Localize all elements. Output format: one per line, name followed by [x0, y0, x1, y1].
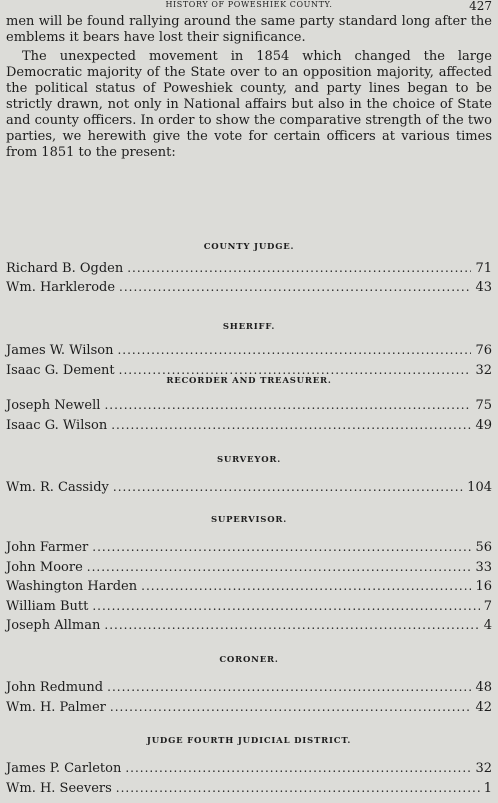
section-heading-supervisor: SUPERVISOR. [210, 515, 288, 525]
vote-row [6, 540, 492, 558]
candidate-name: William Butt [6, 599, 89, 614]
body-text [6, 14, 492, 161]
candidate-name: Wm. Harklerode [6, 280, 116, 295]
dot-leader [117, 343, 471, 357]
vote-count: 1 [483, 781, 492, 796]
paragraph-continued: men will be found rallying around the same party standard long after the emblems it bears have lost their significance. [6, 14, 492, 45]
vote-count: 32 [475, 761, 492, 776]
dot-leader [116, 781, 480, 795]
vote-count: 104 [467, 480, 492, 495]
candidate-name: John Farmer [6, 540, 89, 555]
dot-leader [125, 761, 471, 775]
dot-leader [113, 480, 463, 494]
section-heading-recorder: RECORDER AND TREASURER. [166, 376, 332, 386]
dot-leader [107, 680, 471, 694]
vote-count: 76 [475, 343, 492, 358]
running-head [0, 0, 498, 14]
vote-count: 16 [475, 579, 492, 594]
vote-row [6, 480, 492, 498]
dot-leader [104, 618, 479, 632]
section-heading-sheriff: SHERIFF. [222, 322, 276, 332]
section-heading-judicial-district: JUDGE FOURTH JUDICIAL DISTRICT. [146, 736, 352, 746]
page-number: 427 [469, 0, 492, 13]
running-head-title: HISTORY OF POWESHIEK COUNTY. [165, 0, 333, 9]
vote-count: 48 [475, 680, 492, 695]
candidate-name: Isaac G. Wilson [6, 418, 108, 433]
section-heading-surveyor: SURVEYOR. [216, 455, 282, 465]
dot-leader [104, 398, 471, 412]
vote-row [6, 781, 492, 799]
vote-count: 32 [475, 363, 492, 378]
vote-count: 33 [475, 560, 492, 575]
vote-row [6, 343, 492, 361]
vote-row [6, 680, 492, 698]
vote-row [6, 579, 492, 597]
vote-count: 49 [475, 418, 492, 433]
candidate-name: James P. Carleton [6, 761, 122, 776]
candidate-name: Richard B. Ogden [6, 261, 124, 276]
dot-leader [141, 579, 471, 593]
vote-count: 75 [475, 398, 492, 413]
dot-leader [127, 261, 471, 275]
candidate-name: Wm. H. Seevers [6, 781, 112, 796]
vote-count: 7 [483, 599, 492, 614]
vote-row [6, 280, 492, 298]
vote-row [6, 700, 492, 718]
candidate-name: Isaac G. Dement [6, 363, 115, 378]
vote-count: 42 [475, 700, 492, 715]
candidate-name: Wm. H. Palmer [6, 700, 106, 715]
vote-row [6, 261, 492, 279]
dot-leader [119, 280, 471, 294]
vote-row [6, 618, 492, 636]
vote-row [6, 761, 492, 779]
paragraph-intro: The unexpected movement in 1854 which changed the large Democratic majority of the State over to an opposition majority, affected the political status of Poweshiek county, and party lines began to be strictly drawn, not only in National affairs but also in the choice of State and county officers. In order to show the comparative strength of the two parties, we herewith give the vote for certain officers at various times from 1851 to the present: [6, 49, 492, 160]
candidate-name: Washington Harden [6, 579, 138, 594]
dot-leader [87, 560, 472, 574]
vote-count: 43 [475, 280, 492, 295]
dot-leader [92, 540, 471, 554]
dot-leader [110, 700, 472, 714]
section-heading-coroner: CORONER. [219, 655, 279, 665]
candidate-name: John Moore [6, 560, 83, 575]
candidate-name: Joseph Allman [6, 618, 101, 633]
vote-row [6, 398, 492, 416]
vote-row [6, 418, 492, 436]
vote-count: 4 [483, 618, 492, 633]
vote-row [6, 599, 492, 617]
vote-count: 71 [475, 261, 492, 276]
candidate-name: Wm. R. Cassidy [6, 480, 109, 495]
vote-count: 56 [475, 540, 492, 555]
dot-leader [92, 599, 479, 613]
candidate-name: James W. Wilson [6, 343, 114, 358]
vote-row [6, 560, 492, 578]
candidate-name: Joseph Newell [6, 398, 101, 413]
dot-leader [111, 418, 471, 432]
candidate-name: John Redmund [6, 680, 104, 695]
dot-leader [119, 363, 472, 377]
section-heading-county-judge: COUNTY JUDGE. [203, 242, 295, 252]
